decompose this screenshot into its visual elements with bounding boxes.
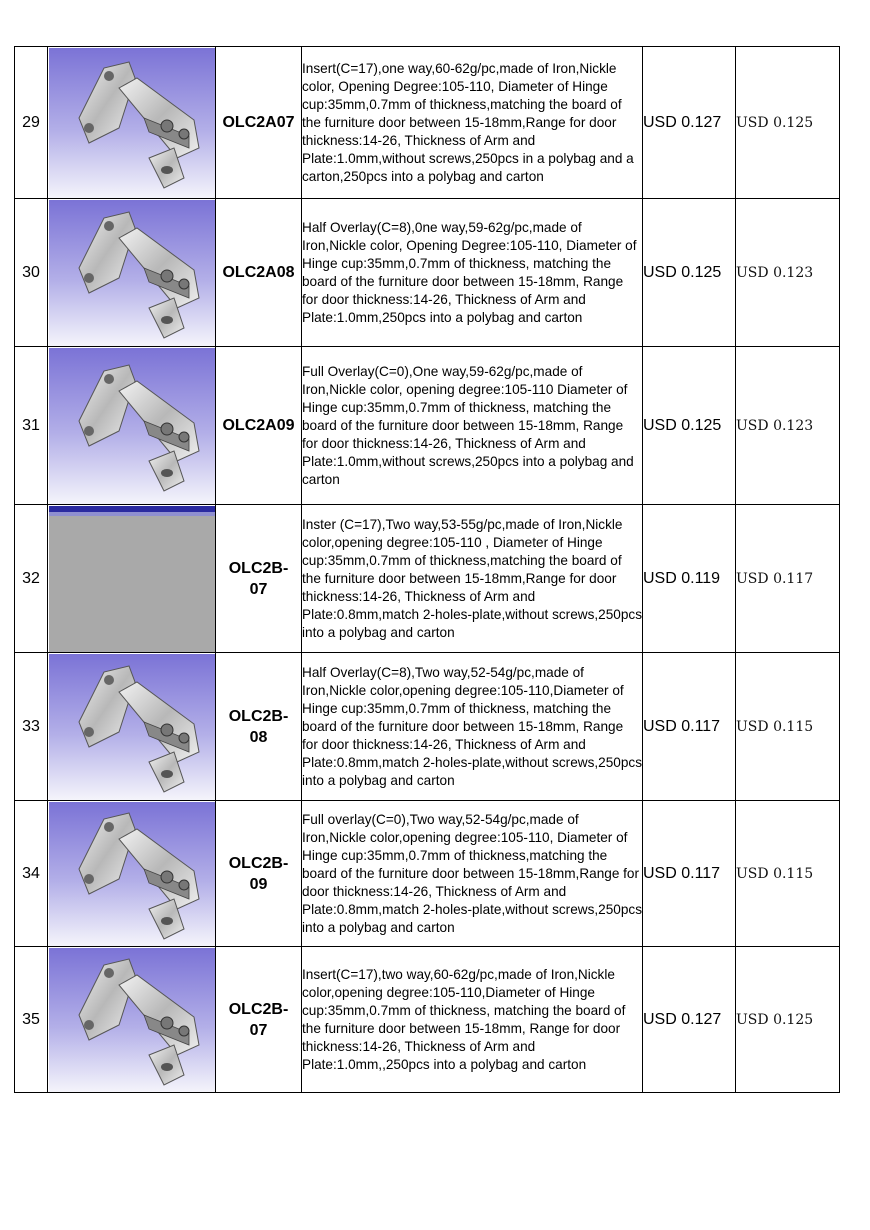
- grey-placeholder-image: [49, 506, 215, 652]
- hinge-photo: [49, 948, 215, 1092]
- price-secondary: USD 0.123: [736, 199, 840, 347]
- price-secondary: USD 0.115: [736, 801, 840, 947]
- item-number: 35: [15, 947, 48, 1093]
- table-row: [15, 347, 840, 505]
- product-code: OLC2A08: [216, 199, 302, 347]
- product-photo-cell: [48, 505, 216, 653]
- table-row: [15, 947, 840, 1093]
- product-description: Full Overlay(C=0),One way,59-62g/pc,made of Iron,Nickle color, opening degree:105-110 Diameter of Hinge cup:35mm,0.7mm of thickness, matching the board of the furniture door between 15-18mm, Range for door thickness:14-26, Thickness of Arm and Plate:1.0mm,without screws,250pcs into a polybag and carton: [302, 347, 643, 505]
- price-primary: USD 0.125: [643, 347, 736, 505]
- item-number: 30: [15, 199, 48, 347]
- price-secondary: USD 0.125: [736, 947, 840, 1093]
- product-table-body: [15, 47, 840, 1093]
- product-photo-cell: [48, 199, 216, 347]
- item-number: 31: [15, 347, 48, 505]
- product-description: Half Overlay(C=8),0ne way,59-62g/pc,made of Iron,Nickle color, Opening Degree:105-110, Diameter of Hinge cup:35mm,0.7mm of thickness, matching the board of the furniture door between 15-18mm, Range for door thickness:14-26, Thickness of Arm and Plate:1.0mm,250pcs into a polybag and carton: [302, 199, 643, 347]
- product-code: OLC2B- 08: [216, 653, 302, 801]
- price-primary: USD 0.117: [643, 653, 736, 801]
- item-number: 32: [15, 505, 48, 653]
- product-photo-cell: [48, 347, 216, 505]
- product-code: OLC2B- 09: [216, 801, 302, 947]
- hinge-photo: [49, 348, 215, 504]
- product-photo-cell: [48, 47, 216, 199]
- product-description: Full overlay(C=0),Two way,52-54g/pc,made of Iron,Nickle color,opening degree:105-110, Diameter of Hinge cup:35mm,0.7mm of thickness,matching the board of the furniture door between 15-18mm,Range for door thickness:14-26, Thickness of Arm and Plate:0.8mm,match 2-holes-plate,without screws,250pcs into a polybag and carton: [302, 801, 643, 947]
- price-primary: USD 0.117: [643, 801, 736, 947]
- price-primary: USD 0.127: [643, 47, 736, 199]
- product-photo-cell: [48, 653, 216, 801]
- product-code: OLC2A09: [216, 347, 302, 505]
- hinge-photo: [49, 48, 215, 198]
- price-secondary: USD 0.125: [736, 47, 840, 199]
- table-row: [15, 505, 840, 653]
- hinge-photo: [49, 802, 215, 946]
- table-row: [15, 653, 840, 801]
- product-photo-cell: [48, 947, 216, 1093]
- table-row: [15, 801, 840, 947]
- product-description: Half Overlay(C=8),Two way,52-54g/pc,made of Iron,Nickle color,opening degree:105-110,Diameter of Hinge cup:35mm,0.7mm of thickness, matching the board of the furniture door between 15-18mm, Range for door thickness:14-26, Thickness of Arm and Plate:0.8mm,match 2-holes-plate,without screws,250pcs into a polybag and carton: [302, 653, 643, 801]
- price-secondary: USD 0.115: [736, 653, 840, 801]
- table-row: [15, 199, 840, 347]
- price-secondary: USD 0.123: [736, 347, 840, 505]
- item-number: 34: [15, 801, 48, 947]
- price-primary: USD 0.119: [643, 505, 736, 653]
- product-code: OLC2B- 07: [216, 947, 302, 1093]
- item-number: 33: [15, 653, 48, 801]
- product-description: Insert(C=17),one way,60-62g/pc,made of Iron,Nickle color, Opening Degree:105-110, Diameter of Hinge cup:35mm,0.7mm of thickness,matching the board of the furniture door between 15-18mm,Range for door thickness:14-26, Thickness of Arm and Plate:1.0mm,without screws,250pcs in a polybag and a carton,250pcs into a polybag and carton: [302, 47, 643, 199]
- hinge-photo: [49, 654, 215, 800]
- price-primary: USD 0.125: [643, 199, 736, 347]
- product-table: [14, 46, 840, 1093]
- product-description: Inster (C=17),Two way,53-55g/pc,made of Iron,Nickle color,opening degree:105-110 , Diameter of Hinge cup:35mm,0.7mm of thickness,matching the board of the furniture door between 15-18mm,Range for door thickness:14-26, Thickness of Arm and Plate:0.8mm,match 2-holes-plate,without screws,250pcs into a polybag and carton: [302, 505, 643, 653]
- product-code: OLC2A07: [216, 47, 302, 199]
- hinge-photo: [49, 200, 215, 346]
- item-number: 29: [15, 47, 48, 199]
- product-code: OLC2B- 07: [216, 505, 302, 653]
- price-secondary: USD 0.117: [736, 505, 840, 653]
- price-primary: USD 0.127: [643, 947, 736, 1093]
- product-photo-cell: [48, 801, 216, 947]
- product-description: Insert(C=17),two way,60-62g/pc,made of Iron,Nickle color,opening degree:105-110,Diameter of Hinge cup:35mm,0.7mm of thickness, matching the board of the furniture door between 15-18mm, Range for door thickness:14-26, Thickness of Arm and Plate:1.0mm,,250pcs into a polybag and carton: [302, 947, 643, 1093]
- table-row: [15, 47, 840, 199]
